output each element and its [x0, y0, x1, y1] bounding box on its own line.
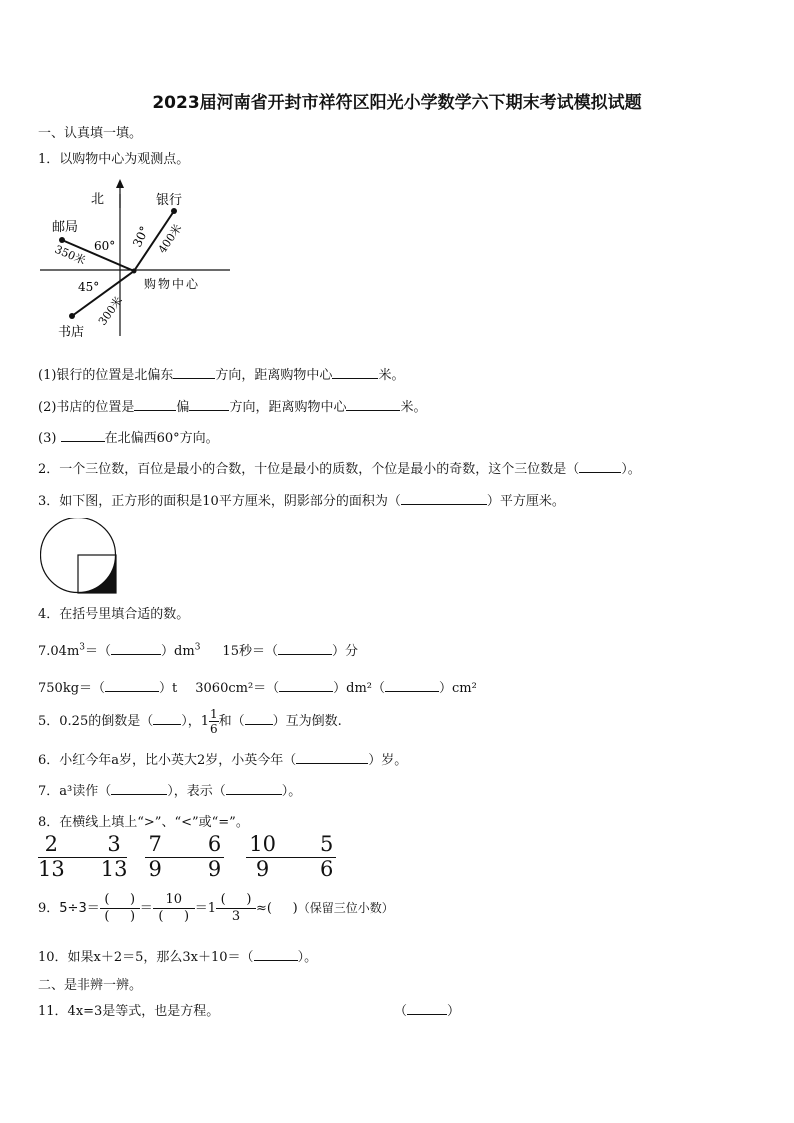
north-arrowhead: [116, 179, 124, 188]
bookstore-point: [69, 313, 75, 319]
post-point: [59, 237, 65, 243]
page-title: 2023届河南省开封市祥符区阳光小学数学六下期末考试模拟试题: [152, 93, 642, 113]
question-10: 10．如果x＋2＝5，那么3x＋10＝（ ）。: [38, 950, 318, 965]
question-8-comparisons: [38, 834, 336, 880]
bookstore-distance-label: 300米: [95, 294, 126, 328]
circle-square-figure: [40, 518, 120, 596]
question-8-stem: 8．在横线上填上“>”、“<”或“=”。: [38, 815, 249, 830]
fraction: $\frac{5}{6}$: [317, 834, 336, 880]
section-two-heading: 二、是非辨一辨。: [38, 978, 143, 993]
answer-blank[interactable]: [254, 948, 298, 961]
angle-45-label: 45°: [78, 280, 100, 294]
answer-blank[interactable]: [346, 398, 400, 411]
answer-blank[interactable]: [296, 751, 368, 764]
question-11-answer: （ ）: [394, 1004, 461, 1019]
compare-blank[interactable]: [165, 856, 205, 858]
center-label: 购物中心: [144, 277, 201, 291]
angle-60-label: 60°: [94, 239, 116, 253]
answer-blank[interactable]: [153, 712, 181, 725]
center-point: [132, 269, 137, 274]
bank-point: [171, 208, 177, 214]
post-distance-label: 350米: [52, 242, 88, 268]
answer-blank[interactable]: [105, 679, 159, 692]
question-6: 6．小红今年a岁，比小英大2岁，小英今年（ ）岁。: [38, 753, 408, 768]
answer-blank[interactable]: [245, 712, 273, 725]
question-1-part-1: (1)银行的位置是北偏东 方向，距离购物中心 米。: [38, 368, 405, 383]
question-7: 7．a³读作（ ），表示（ ）。: [38, 784, 302, 799]
question-4-stem: 4．在括号里填合适的数。: [38, 607, 190, 622]
question-4-line-2: 750kg＝（ ）t 3060cm²＝（ ）dm²（ ）cm²: [38, 681, 477, 696]
bank-distance-label: 400米: [155, 221, 185, 256]
answer-blank[interactable]: [385, 679, 439, 692]
north-label: 北: [91, 192, 105, 207]
question-9: 9．5÷3＝ $\frac{( )}{( )}$ ＝ $\frac{10}{( )}$ ＝1 $\frac{( )}{3}$ ≈( )（保留三位小数）: [38, 892, 394, 924]
post-label: 邮局: [52, 220, 79, 235]
bank-label: 银行: [156, 193, 183, 208]
question-1-part-3: (3) 在北偏西60°方向。: [38, 431, 219, 446]
answer-blank[interactable]: [111, 642, 161, 655]
question-3: 3．如下图，正方形的面积是10平方厘米，阴影部分的面积为（ ）平方厘米。: [38, 494, 565, 509]
direction-diagram: [36, 176, 236, 346]
question-5: 5．0.25的倒数是（ ），1 $\frac{1}{6}$ 和（ ）互为倒数.: [38, 707, 342, 736]
answer-blank[interactable]: [332, 366, 378, 379]
compare-blank[interactable]: [65, 856, 101, 858]
answer-blank[interactable]: [226, 782, 282, 795]
fraction-blank[interactable]: $\frac{( )}{3}$: [216, 893, 256, 924]
answer-blank[interactable]: [579, 460, 621, 473]
answer-blank[interactable]: [61, 429, 105, 442]
compare-blank[interactable]: [279, 856, 317, 858]
answer-blank[interactable]: ( ): [266, 901, 298, 916]
question-1-part-2: (2)书店的位置是 偏 方向，距离购物中心 米。: [38, 400, 427, 415]
section-one-heading: 一、认真填一填。: [38, 126, 143, 141]
fraction: $\frac{6}{9}$: [205, 834, 224, 880]
answer-blank[interactable]: [189, 398, 229, 411]
fraction: $\frac{7}{9}$: [145, 834, 164, 880]
answer-blank[interactable]: [401, 492, 487, 505]
fraction-blank[interactable]: $\frac{( )}{( )}$: [100, 893, 140, 924]
angle-30-label: 30°: [130, 224, 152, 250]
fraction: $\frac{10}{9}$: [246, 834, 279, 880]
question-2: 2．一个三位数，百位是最小的合数，十位是最小的质数，个位是最小的奇数，这个三位数是（ ）。: [38, 462, 641, 477]
fraction-blank[interactable]: $\frac{10}{( )}$: [153, 893, 195, 924]
fraction: $\frac{2}{13}$: [38, 832, 65, 881]
answer-blank[interactable]: [173, 366, 215, 379]
question-11: 11．4x=3是等式，也是方程。: [38, 1004, 220, 1019]
mixed-fraction: $\frac{1}{6}$: [210, 707, 218, 736]
question-4-line-1: $7.04m^3=$（ ）$dm^3$ 15秒＝（ ）分: [38, 642, 358, 659]
fraction: $\frac{3}{13}$: [100, 832, 128, 881]
answer-blank[interactable]: [134, 398, 176, 411]
question-1-stem: 1．以购物中心为观测点。: [38, 152, 190, 167]
answer-blank[interactable]: [111, 782, 167, 795]
bookstore-label: 书店: [58, 325, 85, 340]
answer-blank[interactable]: [279, 679, 333, 692]
answer-blank[interactable]: [278, 642, 332, 655]
answer-blank[interactable]: [407, 1002, 447, 1015]
